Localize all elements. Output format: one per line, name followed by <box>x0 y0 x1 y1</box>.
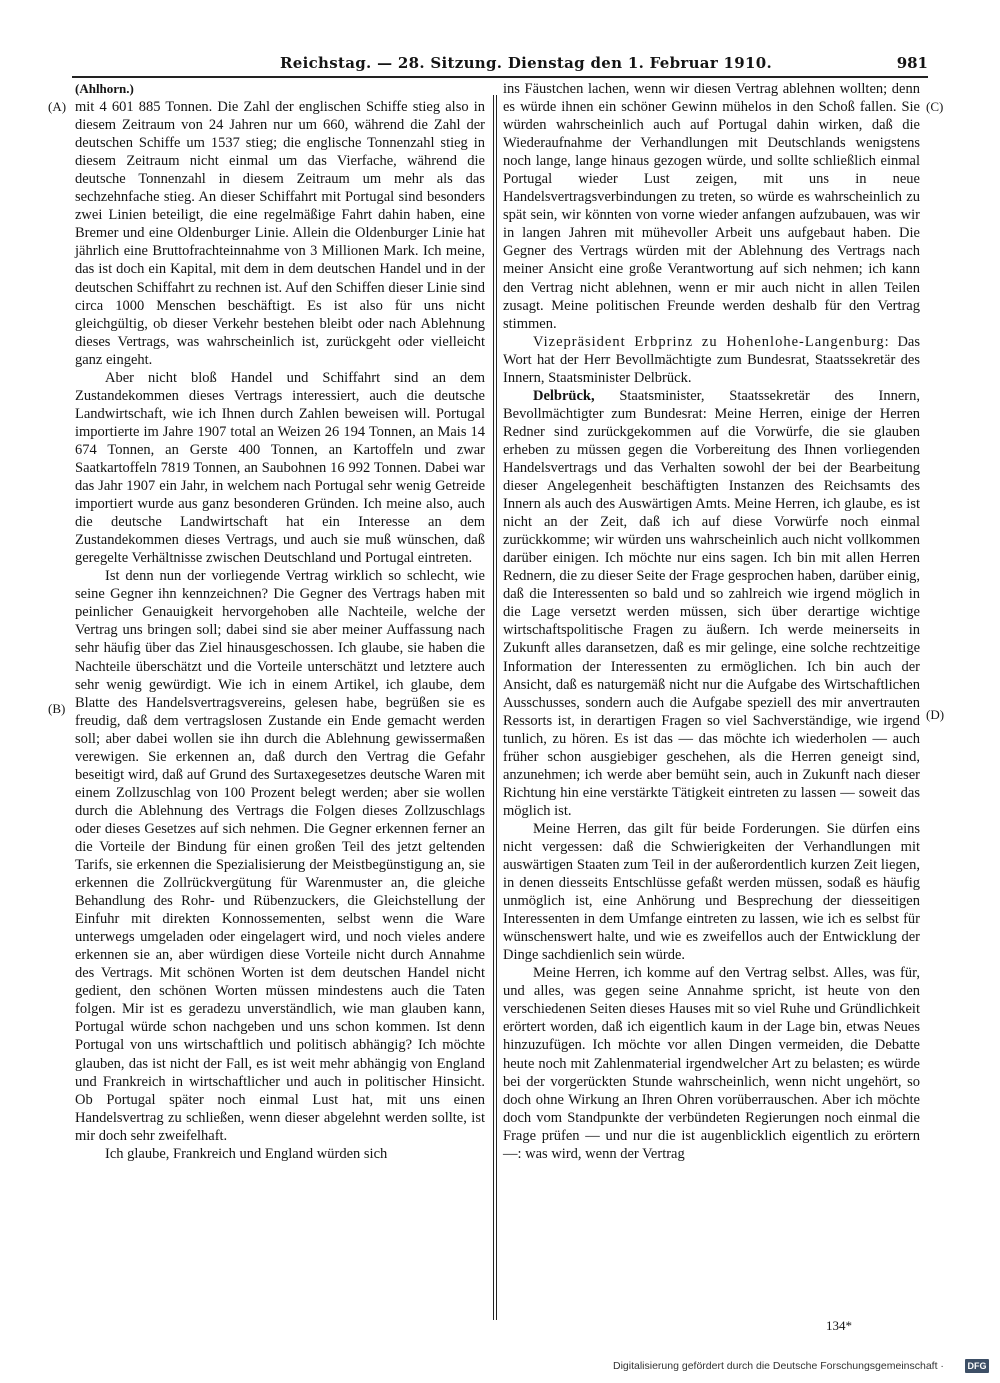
speaker-tag: (Ahlhorn.) <box>75 81 134 96</box>
speech-text: Das Wort hat der Herr Bevollmächtigte zum Bundesrat, Staatssekretär des Innern, Staatsminister Delbrück. <box>503 333 921 386</box>
margin-mark-a: (A) <box>48 99 67 114</box>
margin-mark-d: (D) <box>926 707 945 722</box>
page-header <box>70 54 930 78</box>
speech-paragraph <box>503 387 920 820</box>
column-divider <box>493 95 497 1320</box>
paragraph: Meine Herren, ich komme auf den Vertrag selbst. Alles, was für, und alles, was gegen seine Annahme spricht, ist heute von den verschiedenen Seiten dieses Hauses mit so viel Ruhe und Gründlichkeit erörtert worden, daß ich eigentlich kaum in der Lage bin, etwas Neues hinzuzufügen. Ich möchte vor allen Dingen vermeiden, die Debatte heute noch mit Zahlenmaterial irgendwelcher Art zu belasten; es würde bei der vorgerückten Stunde wahrscheinlich, wenn nicht ungehört, so doch ohne Wirkung an Ihren Ohren vorüberrauschen. Aber ich möchte doch vom Standpunkte der verbündeten Regierungen noch einmal die Frage prüfen — und nur die ist augenblicklich eigentlich zu erörtern —: was wird, wenn der Vertrag <box>503 965 920 1162</box>
footer-credit: Digitalisierung gefördert durch die Deutsche Forschungsgemeinschaft · <box>613 1360 944 1372</box>
paragraph: Ist denn nun der vorliegende Vertrag wirklich so schlecht, wie seine Gegner ihn kennzeichnen? Die Gegner des Vertrags haben mit peinlicher Genauigkeit hervorgehoben alle Nachteile, welche der Vertrag uns bringen soll; dabei sind sie aber meiner Auffassung nach sehr häufig über das Ziel hinausgeschossen. Ich glaube, sie haben die Nachteile überschätzt und die Vorteile unterschätzt und letztere auch sehr wenig gewürdigt. Wie ich in einem Artikel, ich glaube, dem Blatte des Handelsvertragsvereins, gelesen habe, begrüßen sie es freudig, daß dem vertragslosen Zustande ein Ende gemacht werden soll; aber dabei wollen sie ihn durch die Ablehnung gewissermaßen verewigen. Sie erkennen an, daß durch den Vertrag die Gefahr beseitigt wird, daß auf Grund des Surtaxegesetzes deutsche Waren mit einem Zollzuschlag von 100 Prozent belegt werden; aber sie wollen durch die Ablehnung des Vertrags die Folgen dieses Zollzuschlags oder dieses Gesetzes auf sich nehmen. Die Gegner erkennen ferner an die Vorteile der Bindung für einen großen Teil des jetzt geltenden Tarifs, sie erkennen die Spezialisierung der Meistbegünstigung an, sie erkennen die Zollrückvergütung für Warenmuster an, die gleiche Behandlung des Rohr- und Rübenzuckers, die Gleichstellung der Einfuhr mit direkten Konnossementen, selbst wenn die Ware unterwegs umgeladen oder eingelagert wird, und noch vieles andere erkennen sie an, aber würdigen diese Vorteile nicht durch Annahme des Vertrags. Mit schönen Worten ist dem deutschen Handel nicht gedient, den schönen Worten müssen mindestens auch die Taten folgen. Mir ist es geradezu unverständlich, wie man glauben kann, Portugal würde schon nachgeben und uns schon kommen. Ist denn Portugal von uns wirtschaftlich und politisch abhängig? Ich möchte glauben, das ist nicht der Fall, es ist weit mehr abhängig von England und Frankreich in wirtschaftlicher und auch in politischer Hinsicht. Ob Portugal später noch einmal Lust hat, mit uns einen Handelsvertrag zu schließen, wenn dieser abgelehnt werden sollte, ist mir doch sehr zweifelhaft. <box>75 568 485 1144</box>
margin-mark-c: (C) <box>926 99 944 114</box>
right-column <box>503 80 920 1163</box>
speech-paragraph <box>503 333 920 387</box>
speech-text: Staatsminister, Staatssekretär des Innern, Bevollmächtigter zum Bundesrat: Meine Herren, einige der Herren Redner sind zurückgekommen auf die Vorwürfe, die sie glauben erheben zu müssen gegen die Vorbereitung des Ihnen vorliegenden Handelsvertrags und das Verhalten sowohl der bei der Bearbeitung dieser Angelegenheit beschäftigten Instanzen des Reichsamts des Innern als auch des Auswärtigen Amts. Meine Herren, ich glaube, es ist nicht an der Zeit, daß ich auf diese Vorwürfe noch einmal zurückkomme; wir würden uns wahrscheinlich auch nicht vollkommen darüber einigen. Ich möchte nur eins sagen. Ich bin mit allen Herren Rednern, die zu dieser Seite der Frage gesprochen haben, darüber einig, daß die Interessenten so bald und so zahlreich wie irgend möglich in die Lage versetzt werden müssen, sich über derartige wichtige wirtschaftspolitische Fragen zu äußern. Ich werde meinerseits in Zukunft alles daransetzen, daß es mir gelinge, eine solche rechtzeitige Information der Interessenten zu ermöglichen. Ich bin auch der Ansicht, daß es naturgemäß nicht nur die Aufgabe des Wirtschaftlichen Ausschusses, sondern auch die Aufgabe speziell des mir anvertrauten Ressorts ist, in derartigen Fragen so viel Sachverständige, wie irgend tunlich, zu hören. Es ist das — das möchte ich wiederholen — auch früher schon ausgiebiger geschehen, als die Herren geneigt sind, anzunehmen; ich werde aber bemüht sein, auch in Zukunft nach dieser Richtung hin eine verstärkte Tätigkeit eintreten zu lassen — soweit das möglich ist. <box>503 387 920 819</box>
signature-mark: 134* <box>826 1318 852 1333</box>
speaker-name: Vizepräsident Erbprinz zu Hohenlohe-Langenburg: <box>533 333 890 350</box>
page-number: 981 <box>896 54 928 72</box>
paragraph: Meine Herren, das gilt für beide Forderungen. Sie dürfen eins nicht vergessen: daß die Schwierigkeiten der Verhandlungen mit auswärtigen Staaten zum Teil in der außerordentlich kurzen Zeit liegen, in denen diesseits Entschlüsse gefaßt werden müssen, sodaß es häufig unmöglich ist, eine Anhörung und Besprechung der diesseitigen Interessenten in dem Umfange eintreten zu lassen, wie ich es selbst für wünschenswert halte, und wie es zweifellos auch der Entwicklung der Dinge sachdienlich sein würde. <box>503 820 920 964</box>
dfg-logo: DFG <box>965 1359 989 1373</box>
running-title: Reichstag. — 28. Sitzung. Dienstag den 1. Februar 1910. <box>280 54 773 72</box>
speaker-name: Delbrück, <box>533 387 595 404</box>
paragraph: mit 4 601 885 Tonnen. Die Zahl der englischen Schiffe stieg also in diesem Zeitraum von 24 Jahren nur um 660, während die Zahl der deutschen Schiffe um 1537 stieg; die englische Tonnenzahl stieg in diesem Zeitraum nicht einmal um das Vierfache, während die deutsche Tonnenzahl in diesem Zeitraum um mehr als das sechzehnfache stieg. An dieser Schiffahrt mit Portugal sind besonders zwei Linien beteiligt, die eine regelmäßige Fahrt dahin haben, eine Bremer und eine Oldenburger Linie. Allein die Oldenburger Linie hat jährlich eine Bruttofrachteinnahme von 3 Millionen Mark. Ich meine, das ist doch ein Kapital, mit dem in dem deutschen Handel und in der deutschen Schiffahrt zu rechnen ist. Auf den Schiffen dieser Linie sind circa 1000 Menschen beschäftigt. Es ist also für uns nicht gleichgültig, ob dieser Verkehr bestehen bleibt oder nach Ablehnung dieses Vertrags, was wahrscheinlich ist, zurückgeht oder vielleicht ganz eingeht. <box>75 99 485 368</box>
margin-mark-b: (B) <box>48 701 66 716</box>
paragraph: Aber nicht bloß Handel und Schiffahrt sind an dem Zustandekommen dieses Vertrags interessiert, auch die deutsche Landwirtschaft, wie ich Ihnen durch Zahlen beweisen will. Portugal importierte im Jahre 1907 total an Weizen 26 194 Tonnen, an Mais 14 674 Tonnen, an Gerste 400 Tonnen, an Kartoffeln und zwar Saatkartoffeln 7819 Tonnen, an Saubohnen 16 992 Tonnen. Dabei war das Jahr 1907 ein Jahr, in welchem nach Portugal sehr wenig Getreide importiert wurde aus ganz besonderen Gründen. Ich meine also, auch die deutsche Landwirtschaft hat ein Interesse an dem Zustandekommen dieses Vertrags, und auch sie muß wünschen, daß geregelte Verhältnisse zwischen Deutschland und Portugal eintreten. <box>75 369 485 567</box>
left-column <box>75 80 485 1163</box>
paragraph: ins Fäustchen lachen, wenn wir diesen Vertrag ablehnen wollten; denn es würde ihnen ein schöner Gewinn mühelos in den Schoß fallen. Sie würden wahrscheinlich auch auf Portugal dahin wirken, daß die Wiederaufnahme der Verhandlungen mit Deutschlands wenigstens noch lange, lange hinaus gezogen würde, und sollte schließlich einmal Portugal wieder Lust zeigen, mit uns in neue Handelsvertragsverbindungen zu treten, so würde es wahrscheinlich zu spät sein, wir könnten von vorne wieder anfangen aufzubauen, was wir in langen Jahren mit mühevoller Arbeit uns aufgebaut haben. Die Gegner des Vertrags würden mit der Ablehnung des Vertrags nach meiner Ansicht eine große Verantwortung auf sich nehmen; ich kann den Vertrag nicht ablehnen, wenn er mir auch nicht in allen Teilen zusagt. Meine politischen Freunde werden deshalb für den Vertrag stimmen. <box>503 81 920 332</box>
paragraph: Ich glaube, Frankreich und England würden sich <box>105 1145 388 1162</box>
header-rule <box>72 76 928 78</box>
